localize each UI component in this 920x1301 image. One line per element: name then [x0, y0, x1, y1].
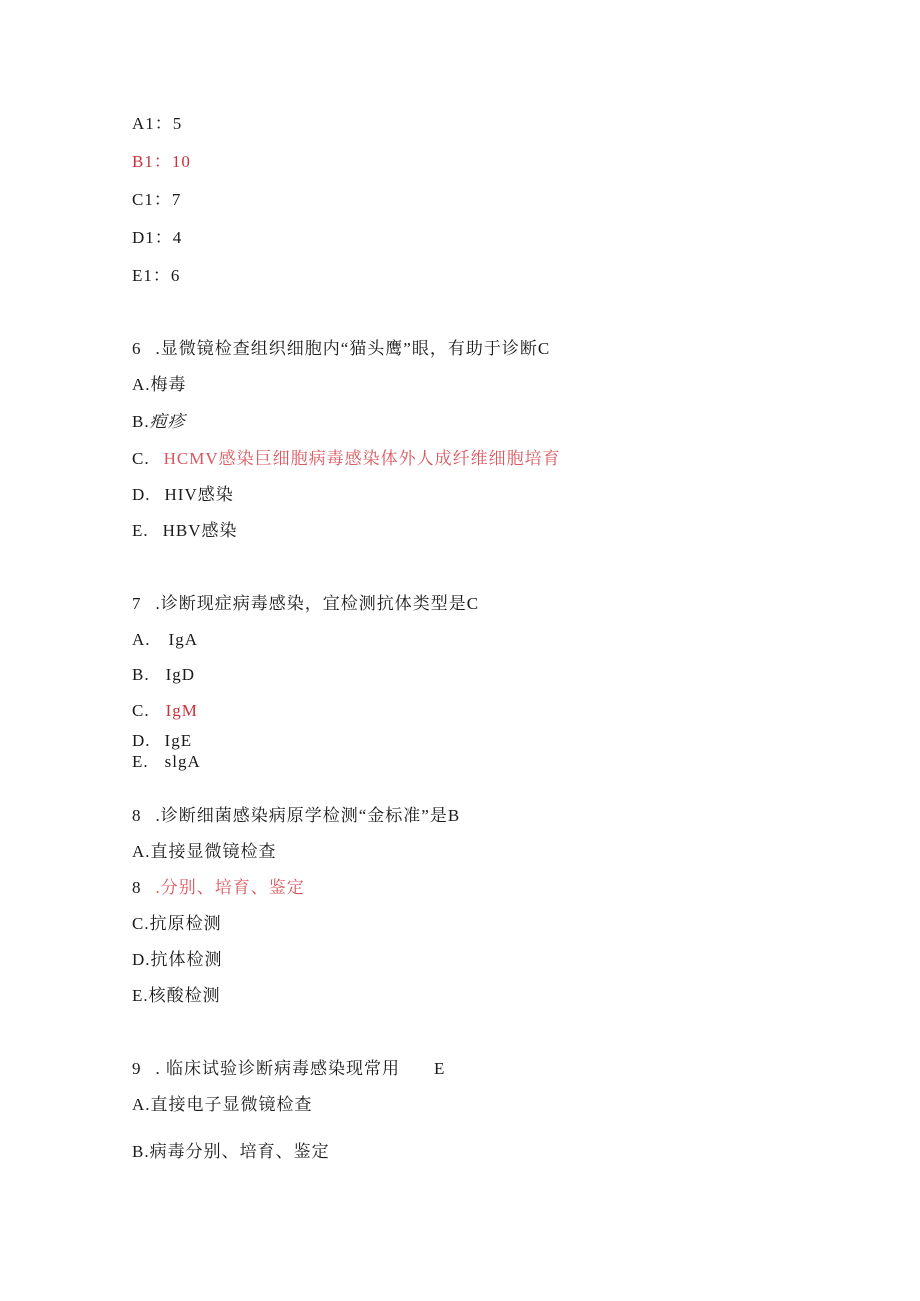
q9-answer: E [434, 1059, 446, 1078]
q6-option-b [132, 412, 186, 432]
q6-option-d [132, 485, 234, 505]
q7-option-c [132, 701, 198, 721]
q6-stem [132, 339, 550, 359]
q8-option-a-text: 直接显微镜检查 [150, 842, 277, 861]
q7-option-c-text: IgM [165, 701, 198, 720]
q6-option-e [132, 521, 238, 541]
q8-option-d [132, 950, 223, 970]
q8-option-d-label: D. [132, 950, 151, 969]
q8-option-e [132, 986, 221, 1006]
q8-stem-text: .诊断细菌感染病原学检测“金标准”是 [155, 806, 448, 825]
q7-option-d-text: IgE [164, 731, 193, 750]
q6-option-b-text: 疱疹 [149, 412, 186, 431]
q6-option-c-label: C. [132, 449, 150, 468]
q9-option-a-label: A. [132, 1095, 151, 1114]
q7-option-d [132, 731, 192, 751]
q8-option-e-text: 核酸检测 [148, 986, 221, 1005]
q5-option-c: C1：7 [132, 190, 182, 209]
q9-option-b-label: B. [132, 1142, 150, 1161]
q7-option-c-label: C. [132, 701, 150, 720]
q9-option-b [132, 1142, 330, 1162]
q7-stem [132, 594, 479, 614]
q9-option-a-text: 直接电子显微镜检查 [150, 1095, 313, 1114]
q8-option-a-label: A. [132, 842, 151, 861]
q8-number: 8 [132, 806, 142, 825]
q8-option-c [132, 914, 222, 934]
q6-option-c-text: HCMV感染巨细胞病毒感染体外人成纤维细胞培育 [163, 449, 561, 468]
q5-option-d: D1：4 [132, 228, 183, 247]
q6-answer: C [537, 339, 551, 358]
q7-option-d-label: D. [132, 731, 151, 750]
q7-option-e-label: E. [132, 752, 149, 771]
q8-option-e-label: E. [132, 986, 149, 1005]
q8-option-b-correct [132, 878, 305, 898]
q5-option-a: A1：5 [132, 114, 183, 133]
q7-option-a-text: IgA [168, 630, 198, 649]
q8-stem [132, 806, 460, 826]
q9-option-a [132, 1095, 313, 1115]
q9-stem [132, 1059, 445, 1079]
q8-option-b-label: 8 [132, 878, 142, 897]
q8-option-c-text: 抗原检测 [149, 914, 222, 933]
q9-number: 9 [132, 1059, 142, 1078]
q6-option-c [132, 449, 561, 469]
q7-answer: C [466, 594, 480, 613]
q6-number: 6 [132, 339, 142, 358]
q8-option-b-text: .分别、培育、鉴定 [155, 878, 305, 897]
q7-option-e [132, 752, 201, 772]
q7-option-b [132, 665, 195, 685]
q6-option-a [132, 375, 187, 395]
q9-stem-text: . 临床试验诊断病毒感染现常用 [155, 1059, 400, 1078]
q6-stem-text: .显微镜检查组织细胞内“猫头鹰”眼，有助于诊断 [155, 339, 538, 358]
q7-option-a-label: A. [132, 630, 151, 649]
q6-option-e-label: E. [132, 521, 149, 540]
q7-option-b-text: IgD [165, 665, 196, 684]
q7-number: 7 [132, 594, 142, 613]
q8-option-d-text: 抗体检测 [150, 950, 223, 969]
q6-option-a-text: 梅毒 [150, 375, 187, 394]
q8-option-a [132, 842, 277, 862]
q6-option-d-text: HIV感染 [164, 485, 234, 504]
q7-option-e-text: slgA [164, 752, 201, 771]
q5-option-b-correct: B1：10 [132, 152, 191, 171]
q6-option-a-label: A. [132, 375, 151, 394]
q8-answer: B [447, 806, 461, 825]
q6-option-b-label: B. [132, 412, 150, 431]
q7-option-b-label: B. [132, 665, 150, 684]
q7-stem-text: .诊断现症病毒感染，宜检测抗体类型是 [155, 594, 467, 613]
q9-option-b-text: 病毒分别、培育、鉴定 [149, 1142, 330, 1161]
q6-option-e-text: HBV感染 [162, 521, 238, 540]
q7-option-a [132, 630, 198, 650]
q5-option-e: E1：6 [132, 266, 181, 285]
q8-option-c-label: C. [132, 914, 150, 933]
q6-option-d-label: D. [132, 485, 151, 504]
